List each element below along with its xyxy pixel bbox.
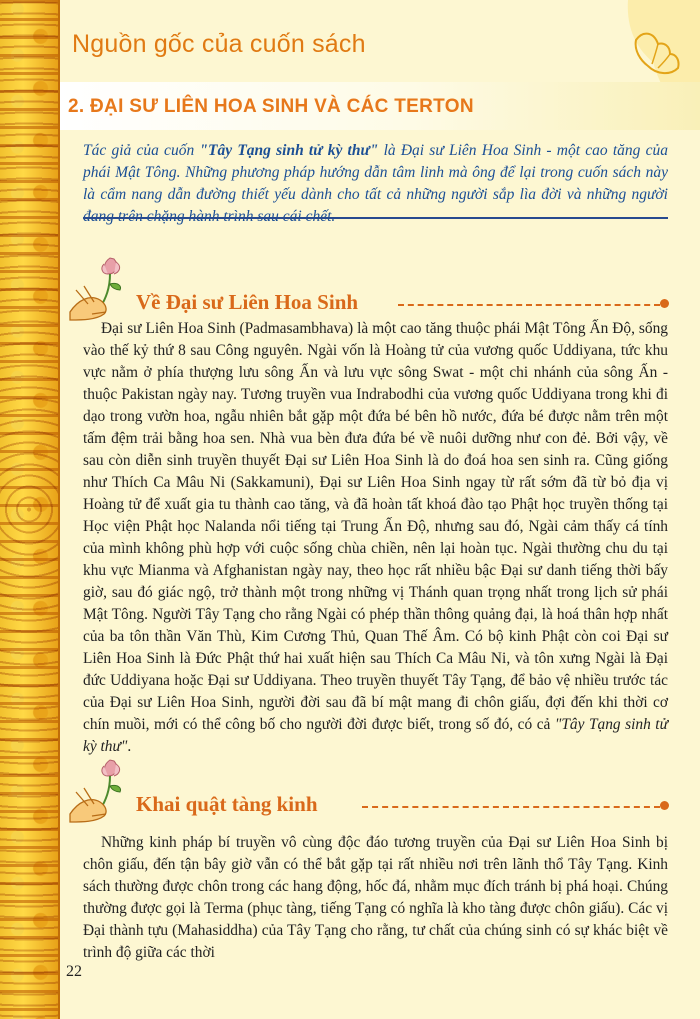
section1-dashed-rule <box>398 304 660 306</box>
lotus-hand-icon <box>66 756 138 828</box>
section1-paragraph-end: . <box>127 738 132 755</box>
intro-divider <box>83 217 668 219</box>
section1-rule-dot <box>660 299 669 308</box>
intro-part2: là Đại sư Liên Hoa Sinh - một cao tăng của phái Mật Tông. Những phương pháp hướng dẫn tâm linh mà ông để lại trong cuốn sách này là cẩm nang dẫn đường thiết yếu dành cho tất cả những người sắp lìa đời và những người <box>83 142 668 203</box>
section2-body <box>83 832 668 964</box>
section2-title: Khai quật tàng kinh <box>136 792 318 816</box>
lotus-hand-icon <box>66 254 138 326</box>
page-number: 22 <box>66 963 82 980</box>
ornamental-border <box>0 0 60 1019</box>
section2-dashed-rule <box>362 806 660 808</box>
section1-body <box>83 318 668 758</box>
intro-part1: Tác giả của cuốn <box>83 142 200 159</box>
section2-paragraph: Những kinh pháp bí truyền vô cùng độc đáo tương truyền của Đại sư Liên Hoa Sinh bị chôn giấu, đến tận bây giờ vẫn có thể bắt gặp tại rất nhiều nơi trên lãnh thổ Tây Tạng. Kinh sách thường được chôn trong các hang động, hốc đá, nhằm mục đích tránh bị phá hoại. Chúng thường được gọi là Terma (phục tàng, tiếng Tạng có nghĩa là kho tàng được chôn giấu). Các vị Đại thành tựu (Mahasiddha) của Tây Tạng cho rằng, tư chất của chúng sinh có sự khác biệt về trình độ giữa các thời <box>83 834 668 961</box>
chapter-heading: 2. ĐẠI SƯ LIÊN HOA SINH VÀ CÁC TERTON <box>68 96 474 117</box>
section1-book-title: "Tây Tạng sinh tử kỳ thư" <box>83 716 668 755</box>
section2-rule-dot <box>660 801 669 810</box>
intro-book-title: "Tây Tạng sinh tử kỳ thư" <box>199 142 379 159</box>
section1-paragraph <box>83 318 668 758</box>
section1-paragraph-main: Đại sư Liên Hoa Sinh (Padmasambhava) là một cao tăng thuộc phái Mật Tông Ấn Độ, sống vào thế kỷ thứ 8 sau Công nguyên. Ngài vốn là Hoàng tử của vương quốc Uddiyana, tức khu vực nằm ở phía thượng lưu sông Ấn và lưu vực sông Swat - một chi nhánh của sông Ấn - thuộc Pakistan ngày nay. Tương truyền vua Indrabodhi của vương quốc Uddiyana trong khi đi dạo trong vườn hoa, ngẫu nhiên bắt gặp một đứa bé bên hồ nước, đứa bé được nằm trên một tấm đệm trải bằng hoa sen. Nhà vua bèn đưa đứa bé về nuôi dưỡng như con đẻ. Bởi vậy, về sau còn diễn sinh truyền thuyết Đại sư Liên Hoa Sinh là do đoá hoa sen sinh ra. Cũng giống như Thích Ca Mâu Ni (Sakkamuni), Đại sư Liên Hoa Sinh ngay từ rất sớm đã từ bỏ địa vị Hoàng tử để xuất gia tu thành cao tăng, và đã hoàn tất khoá đào tạo Phật học truyền thống tại Học viện Phật học Nalanda nổi tiếng tại Trung Ấn Độ, nhưng sau đó, Ngài cảm thấy cá tính của mình không phù hợp với cuộc sống chùa chiền, nên lại hoàn tục. Ngài thường chu du tại khu vực Mianma và Afghanistan ngày nay, theo học rất nhiều bậc Đại sư danh tiếng thời bấy giờ, sau đó giác ngộ, trở thành một trong những vị Thánh quan trọng nhất trong lịch sử phái Mật Tông. Người Tây Tạng cho rằng Ngài có phép thần thông quảng đại, là hoá thân hợp nhất của ba tôn thần Văn Thù, Kim Cương Thủ, Quan Thế Âm. Có bộ kinh Phật còn coi Đại sư Liên Hoa Sinh là Đức Phật thứ hai xuất hiện sau Thích Ca Mâu Ni, và tôn xưng Ngài là Đại đức Uddiyana hoặc Đại sư Uddiyana. Theo truyền thuyết Tây Tạng, để bảo vệ nhiều trước tác của Đại sư Liên Hoa Sinh, người đời sau đã bí mật mang đi chôn giấu, đợi đến khi thời cơ chín muồi, mới có thể công bố cho người đời được biết, trong số đó, có cả <box>83 320 668 733</box>
section1-title: Về Đại sư Liên Hoa Sinh <box>136 290 359 314</box>
running-title: Nguồn gốc của cuốn sách <box>72 30 366 58</box>
section2-header <box>0 756 700 836</box>
intro-paragraph <box>83 140 668 228</box>
